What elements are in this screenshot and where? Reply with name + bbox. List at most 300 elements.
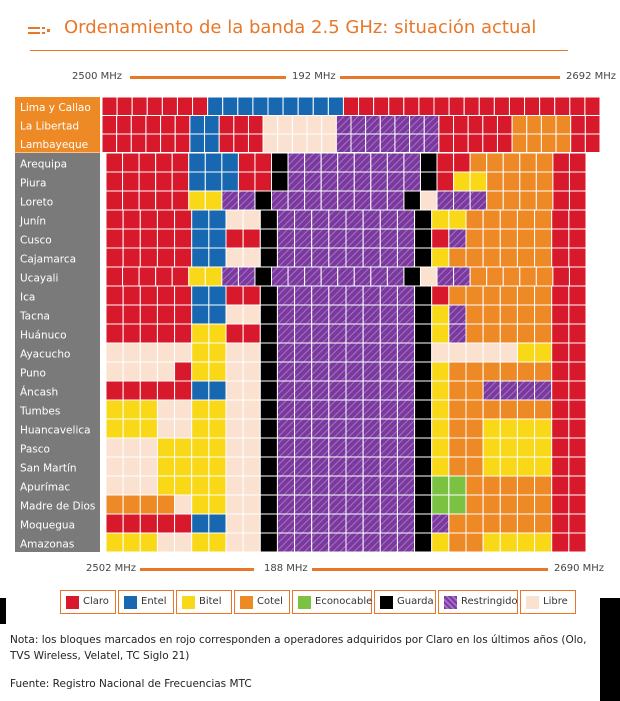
spectrum-cell (312, 210, 329, 229)
spectrum-cell (541, 134, 556, 153)
spectrum-cell (571, 116, 586, 135)
spectrum-cell (354, 191, 371, 210)
spectrum-cell (156, 267, 173, 286)
spectrum-cell (222, 267, 239, 286)
spectrum-cell (494, 97, 509, 116)
spectrum-cell (535, 533, 552, 552)
spectrum-cell (483, 400, 500, 419)
spectrum-cell (432, 381, 449, 400)
spectrum-cell (106, 381, 123, 400)
spectrum-cell (432, 495, 449, 514)
spectrum-cell (464, 97, 479, 116)
spectrum-cell (123, 514, 140, 533)
spectrum-cell (192, 305, 209, 324)
spectrum-cell (132, 97, 147, 116)
spectrum-cell (404, 267, 421, 286)
spectrum-cell (432, 533, 449, 552)
spectrum-cell (483, 324, 500, 343)
legend-label: Restringido (461, 596, 518, 607)
legend (60, 584, 572, 620)
spectrum-cell (569, 400, 586, 419)
spectrum-cell (329, 514, 346, 533)
spectrum-cell (222, 172, 239, 191)
spectrum-cell (500, 400, 517, 419)
spectrum-cell (295, 324, 312, 343)
legend-label: Bitel (199, 596, 222, 607)
spectrum-cell (552, 248, 569, 267)
spectrum-cell (424, 116, 439, 135)
region-label: Tacna (20, 310, 50, 323)
spectrum-cell (117, 116, 132, 135)
spectrum-cell (268, 97, 283, 116)
spectrum-cell (277, 533, 294, 552)
spectrum-cell (329, 324, 346, 343)
spectrum-cell (380, 476, 397, 495)
spectrum-cell (380, 438, 397, 457)
spectrum-cell (277, 305, 294, 324)
legend-label: Guarda (397, 596, 434, 607)
spectrum-cell (106, 286, 123, 305)
spectrum-cell (483, 134, 498, 153)
spectrum-cell (466, 400, 483, 419)
spectrum-cell (449, 97, 464, 116)
spectrum-cell (189, 153, 206, 172)
spectrum-cell (380, 400, 397, 419)
spectrum-cell (226, 419, 243, 438)
spectrum-cell (260, 286, 277, 305)
bottom-scale-middle-label: 188 MHz (264, 563, 308, 574)
spectrum-cell (483, 495, 500, 514)
spectrum-cell (102, 116, 117, 135)
spectrum-cell (157, 248, 174, 267)
region-label: Ayacucho (20, 348, 71, 361)
legend-label: Econocable (315, 596, 373, 607)
spectrum-cell (139, 191, 156, 210)
spectrum-cell (190, 134, 205, 153)
spectrum-cell (157, 400, 174, 419)
spectrum-cell (432, 229, 449, 248)
spectrum-cell (123, 305, 140, 324)
spectrum-cell (363, 381, 380, 400)
spectrum-cell (466, 210, 483, 229)
spectrum-cell (483, 116, 498, 135)
spectrum-cell (106, 305, 123, 324)
spectrum-cell (346, 286, 363, 305)
spectrum-cell (123, 343, 140, 362)
spectrum-cell (420, 267, 437, 286)
spectrum-cell (205, 116, 220, 135)
spectrum-cell (156, 191, 173, 210)
spectrum-cell (470, 153, 487, 172)
spectrum-cell (192, 324, 209, 343)
spectrum-cell (552, 324, 569, 343)
spectrum-cell (209, 210, 226, 229)
spectrum-cell (226, 400, 243, 419)
spectrum-cell (106, 172, 123, 191)
spectrum-cell (123, 419, 140, 438)
bottom-scale-line-left (140, 568, 254, 571)
spectrum-cell (449, 533, 466, 552)
spectrum-cell (288, 172, 305, 191)
spectrum-cell (243, 229, 260, 248)
spectrum-cell (106, 400, 123, 419)
spectrum-cell (354, 172, 371, 191)
spectrum-cell (380, 533, 397, 552)
spectrum-cell (322, 116, 337, 135)
spectrum-cell (161, 116, 176, 135)
spectrum-cell (157, 457, 174, 476)
spectrum-cell (329, 286, 346, 305)
spectrum-cell (397, 419, 414, 438)
spectrum-cell (243, 476, 260, 495)
spectrum-cell (260, 362, 277, 381)
spectrum-cell (157, 324, 174, 343)
spectrum-cell (483, 438, 500, 457)
spectrum-cell (277, 286, 294, 305)
spectrum-cell (449, 229, 466, 248)
spectrum-cell (553, 172, 570, 191)
spectrum-cell (500, 495, 517, 514)
spectrum-cell (260, 476, 277, 495)
spectrum-cell (500, 305, 517, 324)
spectrum-cell (313, 97, 328, 116)
spectrum-cell (449, 343, 466, 362)
spectrum-cell (371, 153, 388, 172)
spectrum-cell (189, 191, 206, 210)
spectrum-cell (552, 286, 569, 305)
spectrum-cell (102, 134, 117, 153)
spectrum-cell (209, 305, 226, 324)
region-label: Madre de Dios (20, 500, 96, 513)
spectrum-cell (243, 381, 260, 400)
spectrum-cell (263, 134, 278, 153)
spectrum-cell (295, 343, 312, 362)
spectrum-cell (312, 248, 329, 267)
spectrum-cell (312, 495, 329, 514)
right-edge-bar (600, 598, 620, 701)
spectrum-cell (449, 495, 466, 514)
spectrum-cell (569, 324, 586, 343)
spectrum-cell (552, 362, 569, 381)
spectrum-cell (295, 495, 312, 514)
top-scale-left-label: 2500 MHz (72, 71, 123, 82)
spectrum-cell (552, 400, 569, 419)
spectrum-cell (397, 248, 414, 267)
spectrum-cell (380, 248, 397, 267)
spectrum-cell (415, 533, 432, 552)
spectrum-cell (260, 229, 277, 248)
spectrum-cell (535, 210, 552, 229)
spectrum-cell (410, 116, 425, 135)
spectrum-cell (520, 267, 537, 286)
region-label: Cajamarca (20, 253, 77, 266)
spectrum-cell (295, 248, 312, 267)
spectrum-cell (175, 381, 192, 400)
region-label: Arequipa (20, 158, 68, 171)
spectrum-cell (277, 381, 294, 400)
spectrum-cell (346, 457, 363, 476)
spectrum-cell (432, 457, 449, 476)
spectrum-cell (157, 476, 174, 495)
spectrum-cell (238, 267, 255, 286)
spectrum-cell (454, 153, 471, 172)
spectrum-cell (209, 514, 226, 533)
spectrum-cell (260, 305, 277, 324)
spectrum-cell (535, 248, 552, 267)
spectrum-cell (535, 362, 552, 381)
spectrum-cell (380, 343, 397, 362)
legend-item-claro (60, 590, 116, 614)
spectrum-cell (346, 229, 363, 248)
spectrum-cell (192, 381, 209, 400)
spectrum-cell (380, 419, 397, 438)
spectrum-cell (312, 514, 329, 533)
spectrum-cell (263, 116, 278, 135)
spectrum-cell (292, 116, 307, 135)
spectrum-cell (243, 324, 260, 343)
spectrum-cell (470, 172, 487, 191)
spectrum-cell (380, 210, 397, 229)
spectrum-cell (175, 210, 192, 229)
spectrum-cell (517, 248, 534, 267)
spectrum-cell (190, 116, 205, 135)
spectrum-cell (503, 172, 520, 191)
spectrum-cell (146, 116, 161, 135)
spectrum-cell (363, 400, 380, 419)
spectrum-cell (192, 286, 209, 305)
spectrum-cell (140, 438, 157, 457)
legend-swatch (444, 596, 457, 609)
region-label: Junín (20, 215, 46, 228)
spectrum-cell (483, 514, 500, 533)
spectrum-cell (123, 324, 140, 343)
spectrum-cell (346, 438, 363, 457)
spectrum-cell (415, 476, 432, 495)
spectrum-cell (226, 533, 243, 552)
spectrum-cell (569, 305, 586, 324)
spectrum-cell (272, 153, 289, 172)
spectrum-cell (415, 419, 432, 438)
spectrum-cell (192, 210, 209, 229)
spectrum-cell (517, 286, 534, 305)
spectrum-cell (363, 476, 380, 495)
spectrum-cell (535, 419, 552, 438)
spectrum-cell (255, 191, 272, 210)
spectrum-cell (226, 476, 243, 495)
spectrum-cell (497, 134, 512, 153)
spectrum-cell (346, 400, 363, 419)
spectrum-cell (277, 210, 294, 229)
spectrum-cell (209, 438, 226, 457)
spectrum-cell (487, 267, 504, 286)
spectrum-cell (363, 324, 380, 343)
spectrum-cell (157, 419, 174, 438)
spectrum-cell (123, 210, 140, 229)
spectrum-cell (569, 438, 586, 457)
spectrum-cell (192, 495, 209, 514)
spectrum-cell (295, 229, 312, 248)
spectrum-cell (569, 495, 586, 514)
spectrum-cell (380, 457, 397, 476)
spectrum-cell (329, 457, 346, 476)
spectrum-cell (517, 438, 534, 457)
spectrum-cell (226, 438, 243, 457)
spectrum-cell (517, 400, 534, 419)
spectrum-cell (397, 343, 414, 362)
spectrum-cell (483, 476, 500, 495)
spectrum-cell (432, 362, 449, 381)
spectrum-cell (140, 400, 157, 419)
spectrum-cell (437, 267, 454, 286)
spectrum-cell (205, 153, 222, 172)
spectrum-cell (278, 134, 293, 153)
spectrum-cell (479, 97, 494, 116)
spectrum-cell (140, 324, 157, 343)
spectrum-cell (336, 116, 351, 135)
spectrum-cell (175, 248, 192, 267)
left-edge-bar (0, 598, 6, 624)
spectrum-cell (209, 533, 226, 552)
spectrum-cell (329, 210, 346, 229)
spectrum-cell (415, 324, 432, 343)
spectrum-cell (500, 514, 517, 533)
region-label: Piura (20, 177, 47, 190)
spectrum-cell (346, 210, 363, 229)
spectrum-cell (569, 476, 586, 495)
spectrum-cell (260, 324, 277, 343)
spectrum-cell (517, 495, 534, 514)
spectrum-cell (208, 97, 223, 116)
spectrum-cell (209, 248, 226, 267)
spectrum-cell (432, 514, 449, 533)
spectrum-cell (226, 305, 243, 324)
spectrum-cell (404, 97, 419, 116)
spectrum-cell (415, 381, 432, 400)
spectrum-cell (552, 305, 569, 324)
legend-swatch (526, 596, 539, 609)
spectrum-cell (569, 286, 586, 305)
spectrum-cell (387, 267, 404, 286)
spectrum-cell (192, 533, 209, 552)
spectrum-cell (272, 172, 289, 191)
spectrum-cell (123, 248, 140, 267)
top-scale-middle-label: 192 MHz (292, 71, 336, 82)
spectrum-cell (363, 343, 380, 362)
spectrum-cell (366, 116, 381, 135)
spectrum-cell (123, 438, 140, 457)
spectrum-cell (432, 343, 449, 362)
spectrum-cell (535, 286, 552, 305)
spectrum-cell (512, 116, 527, 135)
spectrum-cell (329, 305, 346, 324)
spectrum-cell (175, 514, 192, 533)
spectrum-cell (140, 305, 157, 324)
spectrum-cell (483, 362, 500, 381)
spectrum-cell (483, 210, 500, 229)
spectrum-cell (283, 97, 298, 116)
spectrum-cell (553, 153, 570, 172)
spectrum-cell (305, 172, 322, 191)
spectrum-cell (260, 457, 277, 476)
spectrum-cell (466, 457, 483, 476)
spectrum-cell (404, 153, 421, 172)
spectrum-cell (123, 172, 140, 191)
spectrum-cell (277, 476, 294, 495)
spectrum-cell (517, 210, 534, 229)
spectrum-cell (363, 533, 380, 552)
spectrum-cell (329, 495, 346, 514)
spectrum-cell (209, 362, 226, 381)
bottom-scale-line-right (312, 568, 548, 571)
spectrum-cell (569, 229, 586, 248)
spectrum-cell (175, 324, 192, 343)
spectrum-cell (192, 343, 209, 362)
spectrum-cell (432, 476, 449, 495)
spectrum-cell (571, 134, 586, 153)
spectrum-cell (432, 400, 449, 419)
spectrum-cell (226, 457, 243, 476)
spectrum-cell (395, 134, 410, 153)
spectrum-cell (410, 134, 425, 153)
spectrum-cell (497, 116, 512, 135)
spectrum-cell (397, 362, 414, 381)
spectrum-cell (552, 438, 569, 457)
spectrum-cell (209, 476, 226, 495)
spectrum-cell (487, 172, 504, 191)
spectrum-cell (415, 438, 432, 457)
region-label: Tumbes (20, 405, 61, 418)
spectrum-cell (363, 419, 380, 438)
spectrum-cell (500, 229, 517, 248)
spectrum-cell (535, 229, 552, 248)
spectrum-cell (175, 116, 190, 135)
spectrum-cell (415, 400, 432, 419)
spectrum-cell (468, 134, 483, 153)
legend-item-entel (118, 590, 174, 614)
spectrum-cell (292, 134, 307, 153)
spectrum-cell (157, 229, 174, 248)
spectrum-cell (295, 286, 312, 305)
spectrum-cell (209, 457, 226, 476)
spectrum-cell (161, 134, 176, 153)
spectrum-cell (205, 267, 222, 286)
spectrum-cell (517, 381, 534, 400)
spectrum-cell (470, 191, 487, 210)
spectrum-cell (312, 381, 329, 400)
spectrum-cell (366, 134, 381, 153)
spectrum-cell (147, 97, 162, 116)
spectrum-cell (338, 172, 355, 191)
spectrum-cell (222, 153, 239, 172)
spectrum-cell (359, 97, 374, 116)
spectrum-cell (175, 343, 192, 362)
spectrum-cell (517, 343, 534, 362)
spectrum-cell (449, 248, 466, 267)
spectrum-cell (243, 495, 260, 514)
spectrum-cell (307, 116, 322, 135)
spectrum-cell (139, 172, 156, 191)
spectrum-cell (106, 533, 123, 552)
spectrum-cell (219, 134, 234, 153)
spectrum-cell (140, 419, 157, 438)
spectrum-cell (500, 343, 517, 362)
spectrum-cell (552, 210, 569, 229)
spectrum-cell (106, 343, 123, 362)
spectrum-cell (466, 248, 483, 267)
spectrum-cell (525, 97, 540, 116)
spectrum-cell (500, 533, 517, 552)
spectrum-cell (157, 210, 174, 229)
